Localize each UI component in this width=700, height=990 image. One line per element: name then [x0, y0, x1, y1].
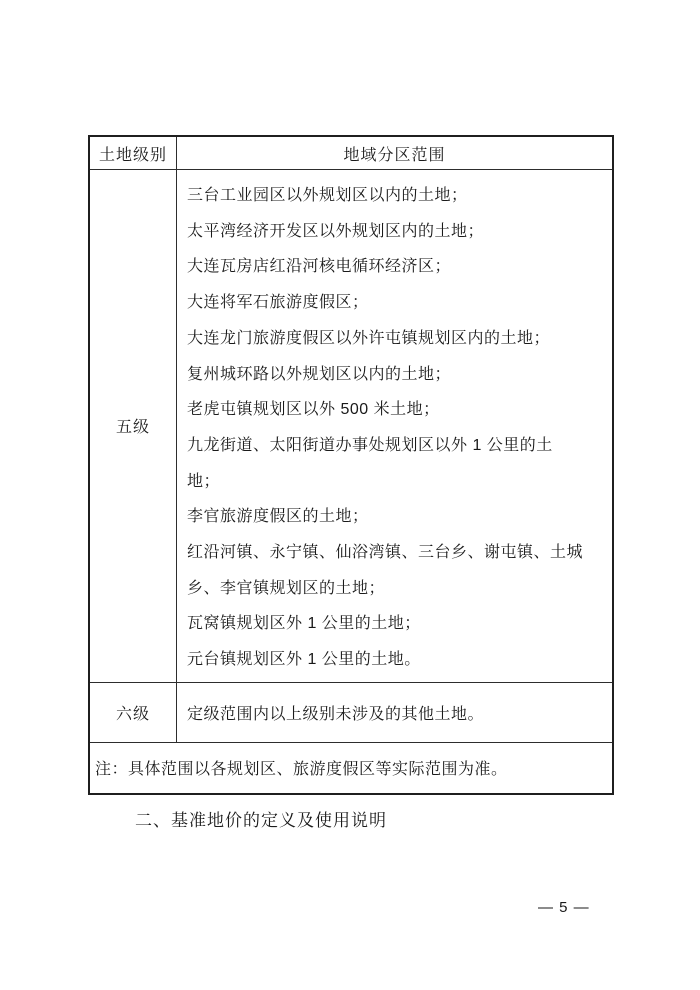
zone-line: 红沿河镇、永宁镇、仙浴湾镇、三台乡、谢屯镇、土城 — [187, 544, 584, 562]
zone-line: 大连瓦房店红沿河核电循环经济区； — [187, 258, 452, 276]
zone-line: 九龙街道、太阳街道办事处规划区以外 1 公里的土 — [187, 436, 553, 454]
zone-line: 元台镇规划区外 1 公里的土地。 — [187, 651, 421, 669]
zone-line: 复州城环路以外规划区以内的土地； — [187, 365, 452, 383]
land-grade-table — [88, 135, 614, 795]
table-row-grade5 — [90, 170, 612, 683]
zone-line: 大连龙门旅游度假区以外许屯镇规划区内的土地； — [187, 329, 551, 347]
table-row-grade6 — [90, 683, 612, 743]
table-note: 注：具体范围以各规划区、旅游度假区等实际范围为准。 — [95, 761, 508, 779]
zone-line: 太平湾经济开发区以外规划区内的土地； — [187, 222, 485, 240]
table-header-row — [90, 137, 612, 170]
grade6-zone-text: 定级范围内以上级别未涉及的其他土地。 — [187, 705, 485, 723]
zone-line: 瓦窝镇规划区外 1 公里的土地； — [187, 615, 421, 633]
section-heading: 二、基准地价的定义及使用说明 — [135, 811, 387, 830]
column-header-zone-range: 地域分区范围 — [343, 146, 446, 164]
grade5-label: 五级 — [90, 170, 177, 682]
page-number: — 5 — — [538, 899, 590, 916]
zone-line: 地； — [187, 472, 221, 490]
column-header-land-grade: 土地级别 — [90, 137, 177, 169]
zone-line: 李官旅游度假区的土地； — [187, 508, 369, 526]
zone-line: 大连将军石旅游度假区； — [187, 294, 369, 312]
grade5-zone-list — [177, 170, 612, 682]
zone-line: 老虎屯镇规划区以外 500 米土地； — [187, 401, 440, 419]
zone-line: 乡、李官镇规划区的土地； — [187, 579, 386, 597]
zone-line: 三台工业园区以外规划区以内的土地； — [187, 187, 468, 204]
grade6-label: 六级 — [90, 683, 177, 742]
table-note-row — [90, 743, 612, 793]
